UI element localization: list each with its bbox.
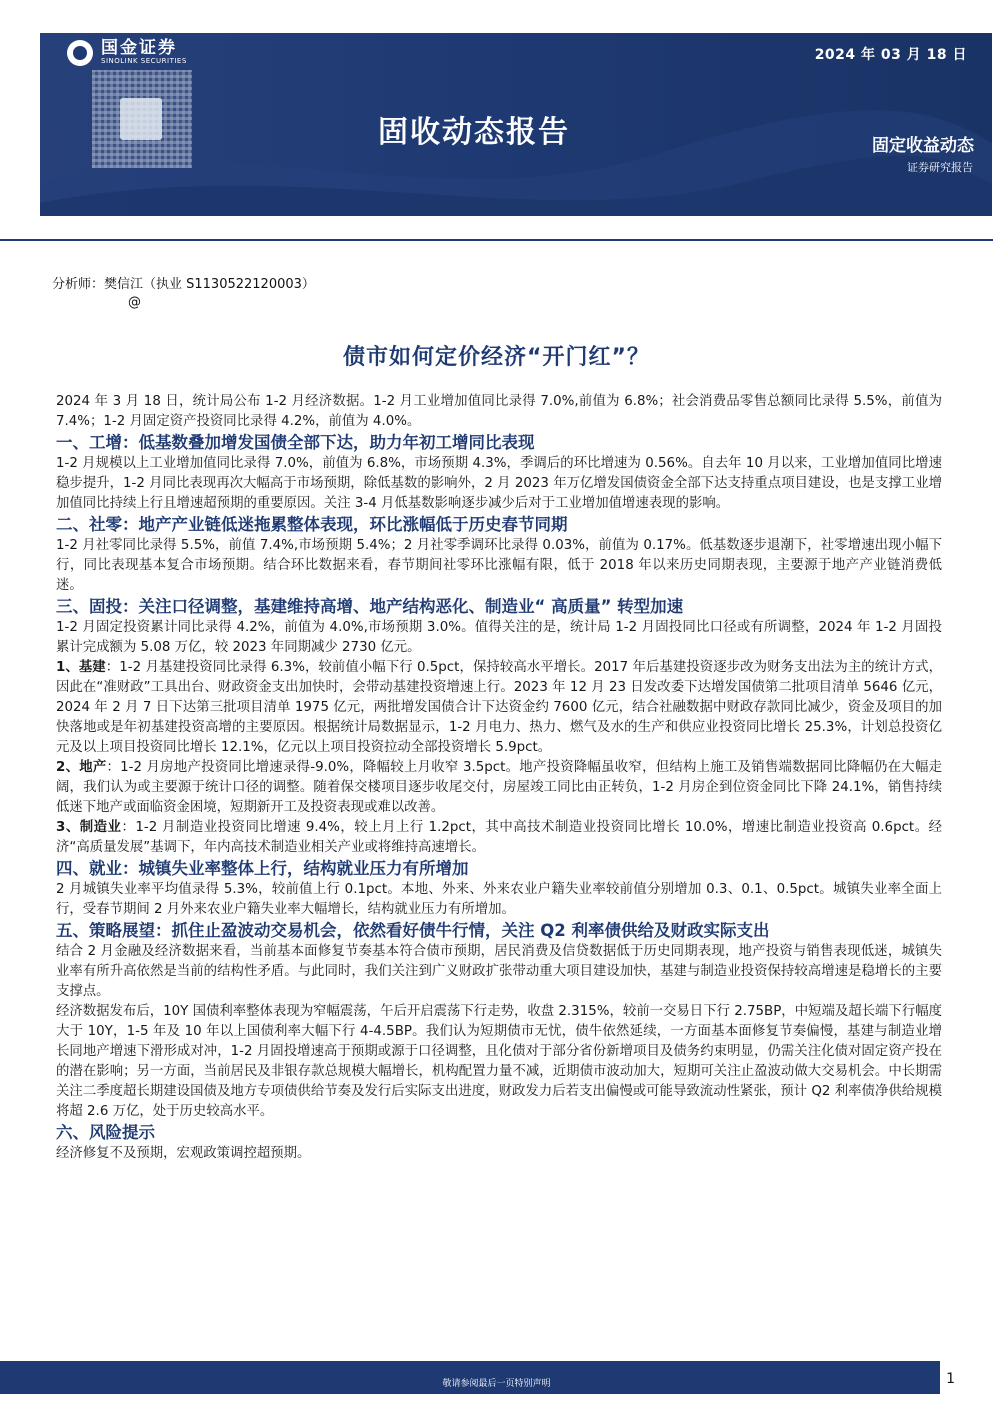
real-estate-label: 2、地产 <box>56 760 107 775</box>
intro-paragraph: 2024 年 3 月 18 日，统计局公布 1-2 月经济数据。1-2 月工业增加值同比录得 7.0%,前值为 6.8%；社会消费品零售总额同比录得 5.5%，前值为 7.4%；1-2 月固定资产投资同比录得 4.2%，前值为 4.0%。 <box>56 394 942 429</box>
report-title: 固收动态报告 <box>378 115 570 150</box>
report-date: 2024 年 03 月 18 日 <box>814 47 967 63</box>
section-heading-2: 二、社零：地产产业链低迷拖累整体表现，环比涨幅低于历史春节同期 <box>56 515 568 534</box>
manufacturing-paragraph <box>56 818 942 858</box>
manufacturing-label: 3、制造业 <box>56 820 122 835</box>
infrastructure-text: ：1-2 月基建投资同比录得 6.3%，较前值小幅下行 0.5pct，保持较高水平增长。2017 年后基建投资逐步改为财务支出法为主的统计方式，因此在“准财政”工具出台、财政资金支出加快时，会带动基建投资增速上行。2023 年 12 月 23 日发改委下达增发国债第二批项目清单 5646 亿元，2024 年 2 月 7 日下达第三批项目清单 1975 亿元，两批增发国债合计下达资金约 7600 亿元，结合社融数据中财政存款同比减少，资金及项目的加快落地或是年初基建投资高增的主要原因。根据统计局数据显示，1-2 月电力、热力、燃气及水的生产和供应业投资同比增长 25.3%，计划总投资亿元及以上项目投资同比增长 12.1%，亿元以上项目投资拉动全部投资增长 5.9pct。 <box>56 660 942 755</box>
section-heading-3: 三、固投：关注口径调整，基建维持高增、地产结构恶化、制造业“ 高质量” 转型加速 <box>56 597 684 616</box>
report-subtype: 证券研究报告 <box>907 161 973 174</box>
section-heading-4: 四、就业：城镇失业率整体上行，结构就业压力有所增加 <box>56 859 469 878</box>
infrastructure-paragraph <box>56 658 942 758</box>
logo-cn: 国金证券 <box>101 38 177 58</box>
qr-code-center-icon <box>120 98 162 140</box>
section-1-paragraph: 1-2 月规模以上工业增加值同比录得 7.0%，前值为 6.8%，市场预期 4.3%，季调后的环比增速为 0.56%。自去年 10 月以来，工业增加值同比增速稳步提升，1-2 月同比表现再次大幅高于市场预期，除低基数的影响外，2 月 2023 年万亿增发国债资金全部下达支持重点项目建设，也是支撑工业增加值同比持续上行且增速超预期的重要原因。关注 3-4 月低基数影响逐步减少后对于工业增加值增速表现的影响。 <box>56 456 942 511</box>
analyst-email: @ <box>128 295 141 310</box>
article-body <box>56 392 942 1164</box>
analyst-info: 分析师：樊信江（执业 S1130522120003） <box>52 277 315 292</box>
risk-paragraph: 经济修复不及预期，宏观政策调控超预期。 <box>56 1146 311 1161</box>
logo-mark-icon <box>67 40 93 66</box>
section-2-paragraph: 1-2 月社零同比录得 5.5%，前值 7.4%,市场预期 5.4%；2 月社零季调环比录得 0.03%，前值为 0.17%。低基数逐步退潮下，社零增速出现小幅下行，同比表现基本复合市场预期。结合环比数据来看，春节期间社零环比涨幅有限，低于 2018 年以来历史同期表现，主要源于地产产业链消费低迷。 <box>56 538 942 593</box>
logo-en: SINOLINK SECURITIES <box>101 57 187 65</box>
section-heading-6: 六、风险提示 <box>56 1123 155 1142</box>
header-divider <box>0 239 993 241</box>
company-logo <box>67 39 187 66</box>
section-4-paragraph: 2 月城镇失业率平均值录得 5.3%，较前值上行 0.1pct。本地、外来、外来农业户籍失业率较前值分别增加 0.3、0.1、0.5pct。城镇失业率全面上行，受春节期间 2 月外来农业户籍失业率大幅增长，结构就业压力有所增加。 <box>56 882 942 917</box>
report-type: 固定收益动态 <box>872 136 974 156</box>
article-title: 债市如何定价经济“开门红”？ <box>343 345 650 370</box>
real-estate-paragraph <box>56 758 942 818</box>
infrastructure-label: 1、基建 <box>56 660 106 675</box>
manufacturing-text: ：1-2 月制造业投资同比增速 9.4%，较上月上行 1.2pct，其中高技术制造业投资同比增长 10.0%，增速比制造业投资高 0.6pct。经济“高质量发展”基调下，年内高技术制造业相关产业或将维持高速增长。 <box>56 820 942 855</box>
section-heading-1: 一、工增：低基数叠加增发国债全部下达，助力年初工增同比表现 <box>56 433 535 452</box>
section-5-paragraph-2: 经济数据发布后，10Y 国债利率整体表现为窄幅震荡，午后开启震荡下行走势，收盘 2.315%，较前一交易日下行 2.75BP，中短端及超长端下行幅度大于 10Y，1-5 年及 10 年以上国债利率大幅下行 4-4.5BP。我们认为短期债市无忧，债牛依然延续，一方面基本面修复节奏偏慢，基建与制造业增长同地产增速下滑形成对冲，1-2 月固投增速高于预期或源于口径调整，且化债对于部分省份新增项目及债务约束明显，仍需关注化债对固定资产投在的潜在影响；另一方面，当前居民及非银存款总规模大幅增长，机构配置力量不减，近期债市波动加大，短期可关注止盈波动做大交易机会。中长期需关注二季度超长期建设国债及地方专项债供给节奏及发行后实际支出进度，财政发力后若支出偏慢或可能导致流动性紧张，预计 Q2 利率债净供给规模将超 2.6 万亿，处于历史较高水平。 <box>56 1004 942 1119</box>
section-3-paragraph: 1-2 月固定投资累计同比录得 4.2%，前值为 4.0%,市场预期 3.0%。值得关注的是，统计局 1-2 月固投同比口径或有所调整，2024 年 1-2 月固投累计完成额为 5.08 万亿，较 2023 年同期减少 2730 亿元。 <box>56 620 942 655</box>
page-number: 1 <box>940 1371 961 1387</box>
section-5-paragraph-1: 结合 2 月金融及经济数据来看，当前基本面修复节奏基本符合债市预期，居民消费及信贷数据低于历史同期表现，地产投资与销售表现低迷，城镇失业率有所升高依然是当前的结构性矛盾。与此同时，我们关注到广义财政扩张带动重大项目建设加快，基建与制造业投资保持较高增速是稳增长的主要支撑点。 <box>56 944 942 999</box>
section-heading-5: 五、策略展望：抓住止盈波动交易机会，依然看好债牛行情，关注 Q2 利率债供给及财政实际支出 <box>56 921 770 940</box>
real-estate-text: ：1-2 月房地产投资同比增速录得-9.0%，降幅较上月收窄 3.5pct。地产投资降幅虽收窄，但结构上施工及销售端数据同比降幅仍在大幅走阔，我们认为或主要源于统计口径的调整。随着保交楼项目逐步收尾交付，房屋竣工同比由正转负，1-2 月房企到位资金同比下降 24.1%，销售持续低迷下地产或面临资金困境，短期新开工及投资表现或难以改善。 <box>56 760 942 815</box>
footer-disclaimer: 敬请参阅最后一页特别声明 <box>442 1379 551 1389</box>
